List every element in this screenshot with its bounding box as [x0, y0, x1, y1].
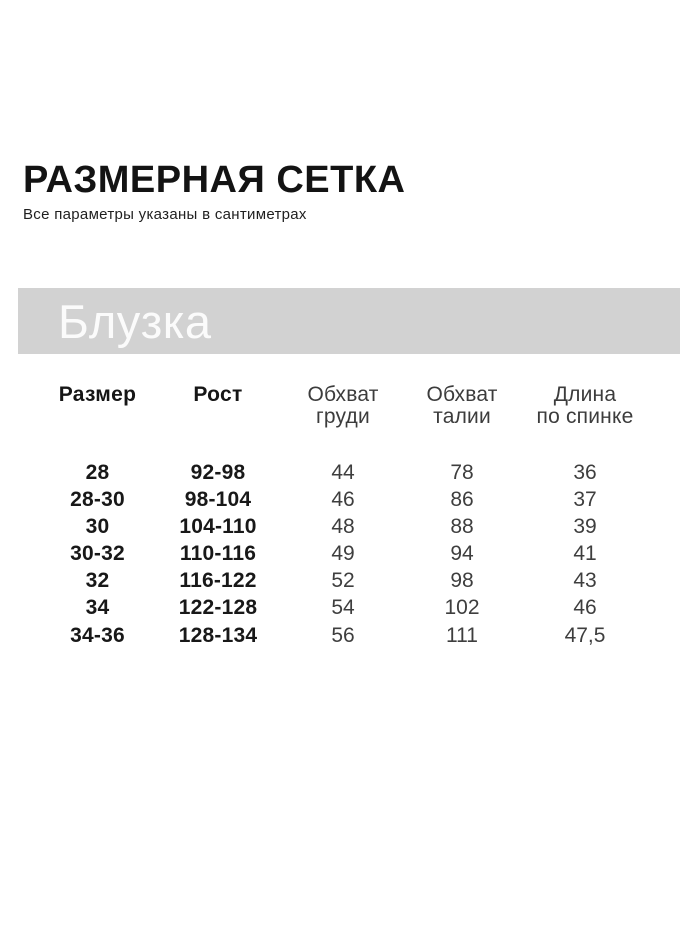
cell-size: 34: [85, 596, 110, 620]
cell-chest: 52: [331, 569, 355, 593]
cell-height: 122-128: [178, 596, 258, 620]
column-header-height-line: Рост: [193, 383, 243, 406]
column-header-size-line: Размер: [58, 383, 137, 406]
cell-back-length: 36: [573, 461, 597, 484]
size-table-header: [40, 384, 651, 428]
cell-size: 30-32: [70, 542, 125, 566]
cell-back-length: 39: [573, 515, 597, 539]
column-header-size: [40, 384, 155, 428]
cell-back-length: 46: [573, 596, 597, 620]
cell-chest: 54: [331, 596, 355, 620]
column-header-back-length: [519, 384, 651, 428]
page-title: РАЗМЕРНАЯ СЕТКА: [23, 159, 406, 201]
cell-waist: 111: [446, 623, 478, 647]
cell-waist: 98: [450, 569, 474, 593]
cell-height: 104-110: [179, 515, 257, 539]
cell-waist: 86: [450, 488, 474, 512]
cell-chest: 56: [331, 623, 355, 647]
cell-chest: 49: [331, 542, 355, 566]
column-header-waist: [405, 384, 519, 428]
cell-waist: 102: [444, 596, 480, 620]
cell-height: 98-104: [184, 488, 252, 512]
column-header-back-length-line2: по спинке: [536, 405, 634, 428]
table-row: [40, 513, 651, 540]
category-banner: [18, 288, 680, 354]
cell-chest: 48: [331, 515, 355, 539]
column-header-waist-line1: Обхват: [426, 383, 498, 406]
cell-size: 32: [85, 569, 110, 593]
cell-size: 30: [85, 515, 110, 539]
table-row: [40, 459, 651, 486]
cell-back-length: 47,5: [564, 623, 606, 647]
page-subtitle: Все параметры указаны в сантиметрах: [23, 206, 307, 223]
cell-size: 28-30: [70, 488, 125, 512]
size-table-body: [40, 459, 651, 649]
column-header-back-length-line1: Длина: [553, 383, 617, 406]
cell-size: 34-36: [70, 623, 125, 647]
cell-size: 28: [85, 461, 110, 484]
cell-height: 110-116: [179, 542, 257, 566]
table-row: [40, 486, 651, 513]
column-header-height: [155, 384, 281, 428]
cell-back-length: 41: [573, 542, 597, 566]
column-header-chest-line2: груди: [316, 405, 370, 428]
column-header-chest-line1: Обхват: [307, 383, 379, 406]
table-row: [40, 622, 651, 649]
cell-height: 128-134: [178, 623, 258, 647]
table-row: [40, 540, 651, 567]
cell-back-length: 37: [573, 488, 597, 512]
cell-waist: 88: [450, 515, 474, 539]
table-row: [40, 594, 651, 621]
cell-height: 116-122: [179, 569, 257, 593]
column-header-chest: [281, 384, 405, 428]
table-row: [40, 567, 651, 594]
category-banner-label: Блузка: [58, 294, 212, 348]
cell-waist: 94: [450, 542, 474, 566]
cell-chest: 44: [331, 461, 355, 484]
cell-chest: 46: [331, 488, 355, 512]
cell-height: 92-98: [190, 461, 246, 484]
column-header-waist-line2: талии: [433, 405, 491, 428]
cell-back-length: 43: [573, 569, 597, 593]
cell-waist: 78: [450, 461, 474, 484]
